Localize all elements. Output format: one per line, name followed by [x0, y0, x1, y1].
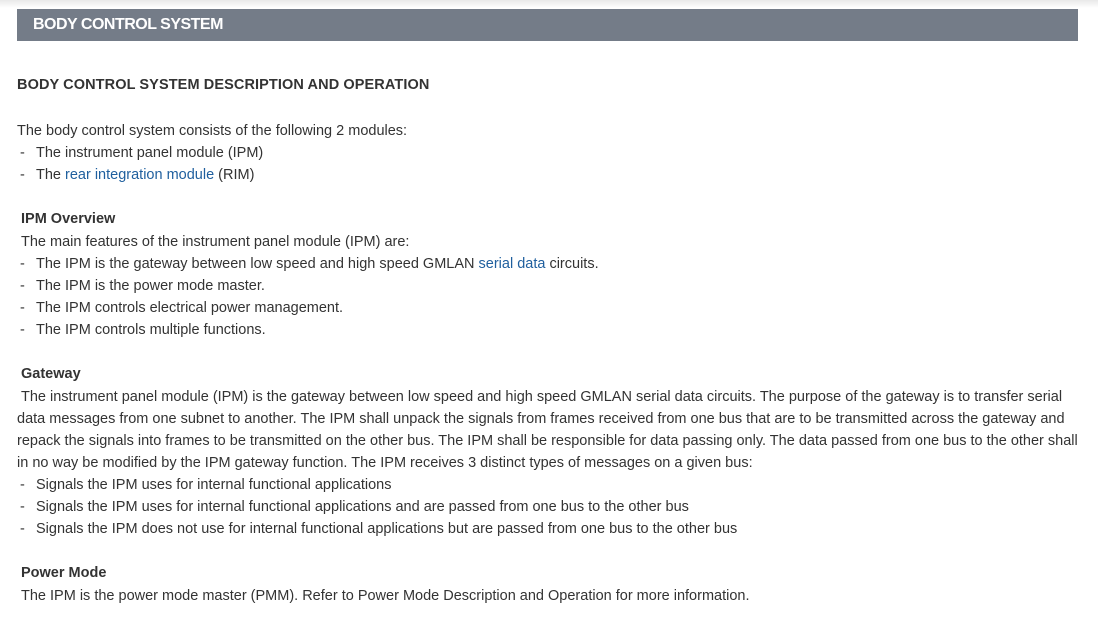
list-item	[20, 142, 263, 164]
list-item	[20, 496, 689, 518]
list-dash: -	[20, 499, 25, 515]
list-item-text: The IPM controls multiple functions.	[36, 322, 266, 338]
list-item-text: The instrument panel module (IPM)	[36, 145, 264, 161]
list-item	[20, 518, 737, 540]
list-item-text: Signals the IPM does not use for internal functional applications but are passed from one bus to the other bus	[36, 521, 738, 537]
list-dash: -	[20, 477, 25, 493]
document-title: BODY CONTROL SYSTEM DESCRIPTION AND OPERATION	[17, 77, 430, 93]
list-item	[20, 253, 599, 275]
list-dash: -	[20, 278, 25, 294]
list-item	[20, 319, 266, 341]
list-dash: -	[20, 167, 25, 183]
section-heading-ipm-overview: IPM Overview	[21, 211, 116, 227]
list-item	[20, 164, 254, 186]
list-dash: -	[20, 521, 25, 537]
list-item-text: Signals the IPM uses for internal functional applications and are passed from one bus to the other bus	[36, 499, 689, 515]
serial-data-link[interactable]: serial data	[478, 256, 546, 272]
list-item	[20, 275, 265, 297]
list-item-text: The	[36, 167, 66, 183]
list-item	[20, 474, 391, 496]
list-dash: -	[20, 300, 25, 316]
list-dash: -	[20, 256, 25, 272]
section-heading-power-mode: Power Mode	[21, 565, 107, 581]
header-title: BODY CONTROL SYSTEM	[33, 16, 223, 33]
header-bar	[17, 9, 1078, 41]
list-item-text: The IPM controls electrical power management.	[36, 300, 344, 316]
power-mode-text: The IPM is the power mode master (PMM). Refer to Power Mode Description and Operation for more information.	[21, 588, 750, 604]
ipm-overview-text: The main features of the instrument panel module (IPM) are:	[21, 234, 410, 250]
list-item-text: circuits.	[545, 256, 599, 272]
gateway-paragraph: The instrument panel module (IPM) is the gateway between low speed and high speed GMLAN serial data circuits. The purpose of the gateway is to transfer serial data messages from one subnet to another. The IPM shall unpack the signals from frames received from one bus that are to be transmitted across the gateway and repack the signals into frames to be transmitted on the other bus. The IPM shall be responsible for data passing only. The data passed from one bus to the other shall in no way be modified by the IPM gateway function. The IPM receives 3 distinct types of messages on a given bus:	[17, 389, 1078, 471]
top-edge-shadow	[0, 0, 1098, 8]
list-item-text: The IPM is the gateway between low speed and high speed GMLAN	[36, 256, 479, 272]
list-dash: -	[20, 322, 25, 338]
section-heading-gateway: Gateway	[21, 366, 81, 382]
intro-text: The body control system consists of the following 2 modules:	[17, 123, 408, 139]
list-item-text: Signals the IPM uses for internal functional applications	[36, 477, 392, 493]
rear-integration-module-link[interactable]: rear integration module	[65, 167, 215, 183]
list-dash: -	[20, 145, 25, 161]
list-item-text: (RIM)	[214, 167, 255, 183]
list-item-text: The IPM is the power mode master.	[36, 278, 265, 294]
list-item	[20, 297, 343, 319]
